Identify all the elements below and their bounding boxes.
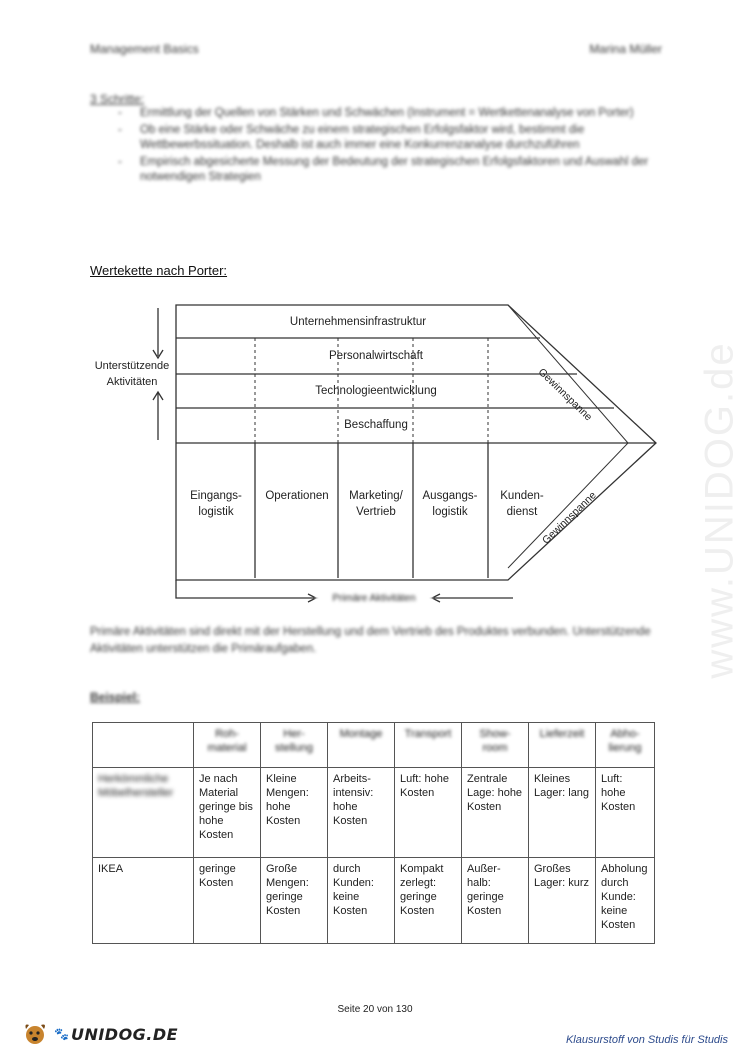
table-cell: Große Mengen: geringe Kosten <box>261 858 328 944</box>
primary-column-label: Ausgangs- logistik <box>422 490 478 518</box>
table-row-head: IKEA <box>93 858 194 944</box>
logo-text: UNIDOG.DE <box>70 1024 179 1044</box>
header-right: Marina Müller <box>589 42 662 56</box>
primary-column-label: Eingangs- logistik <box>190 490 242 518</box>
header-left: Management Basics <box>90 42 199 56</box>
unidog-logo <box>22 1016 178 1052</box>
step-item: - Ermittlung der Quellen von Stärken und Schwächen (Instrument = Wertkettenanalyse von Porter) <box>140 106 660 121</box>
section-title: Wertekette nach Porter: <box>90 263 228 278</box>
margin-label-bottom: Gewinnspanne <box>540 489 599 547</box>
table-cell: Großes Lager: kurz <box>529 858 596 944</box>
table-cell: Abholung durch Kunde: keine Kosten <box>596 858 655 944</box>
primary-activities-label: Primäre Aktivitäten <box>316 591 432 607</box>
table-header-cell: Her- stellung <box>261 723 328 768</box>
table-header-cell: Show- room <box>462 723 529 768</box>
step-item: - Ob eine Stärke oder Schwäche zu einem strategischen Erfolgsfaktor wird, bestimmt die Wettbewerbssituation. Deshalb ist auch immer eine Konkurrenzanalyse durchzuführen <box>140 123 660 153</box>
steps-list <box>140 106 660 187</box>
table-cell: Kompakt zerlegt: geringe Kosten <box>395 858 462 944</box>
table-row <box>93 858 655 944</box>
step-item: - Empirisch abgesicherte Messung der Bedeutung der strategischen Erfolgsfaktoren und Auswahl der notwendigen Strategien <box>140 155 660 185</box>
watermark: www.UNIDOG.de <box>697 341 742 679</box>
table-header-cell: Transport <box>395 723 462 768</box>
table-row <box>93 768 655 858</box>
table-header-cell: Lieferzeit <box>529 723 596 768</box>
steps-title: 3 Schritte: <box>90 92 145 106</box>
primary-column-label: Kunden- dienst <box>500 490 544 518</box>
support-row-label: Beschaffung <box>344 419 408 431</box>
table-cell: Luft: hohe Kosten <box>395 768 462 858</box>
support-activities-label: Unterstützende Aktivitäten <box>94 360 170 388</box>
page-number: Seite 20 von 130 <box>337 1004 413 1015</box>
table-header-cell: Abho- lierung <box>596 723 655 768</box>
table-cell: geringe Kosten <box>194 858 261 944</box>
table-cell: Kleines Lager: lang <box>529 768 596 858</box>
table-cell: Kleine Mengen: hohe Kosten <box>261 768 328 858</box>
example-title: Beispiel: <box>90 690 141 704</box>
primary-column-label: Marketing/ Vertrieb <box>349 490 403 518</box>
table-cell: durch Kunden: keine Kosten <box>328 858 395 944</box>
dog-icon <box>22 1019 52 1049</box>
table-header-row <box>93 723 655 768</box>
value-chain-diagram <box>88 298 668 618</box>
table-cell: Luft: hohe Kosten <box>596 768 655 858</box>
primary-column-label: Operationen <box>265 490 329 502</box>
value-chain-shape <box>88 298 668 618</box>
slogan: Klausurstoff von Studis für Studis <box>565 1034 728 1046</box>
table-row-head: Herkömmliche Möbelhersteller <box>93 768 194 858</box>
paw-icon: 🐾 <box>54 1027 69 1041</box>
support-row-label: Technologieentwicklung <box>315 385 437 397</box>
table-header-cell <box>93 723 194 768</box>
margin-label-top: Gewinnspanne <box>535 366 595 424</box>
table-cell: Je nach Material geringe bis hohe Kosten <box>194 768 261 858</box>
explanation-text: Primäre Aktivitäten sind direkt mit der Herstellung und dem Vertrieb des Produktes verbunden. Unterstützende Aktivitäten unterstützen die Primäraufgaben. <box>90 626 651 655</box>
support-row-label: Personalwirtschaft <box>329 350 423 362</box>
table-cell: Zentrale Lage: hohe Kosten <box>462 768 529 858</box>
table-cell: Außer- halb: geringe Kosten <box>462 858 529 944</box>
example-table <box>92 722 655 944</box>
support-row-label: Unternehmensinfrastruktur <box>289 316 427 328</box>
table-header-cell: Roh- material <box>194 723 261 768</box>
margin-band <box>508 305 628 568</box>
table-cell: Arbeits- intensiv: hohe Kosten <box>328 768 395 858</box>
table-header-cell: Montage <box>328 723 395 768</box>
